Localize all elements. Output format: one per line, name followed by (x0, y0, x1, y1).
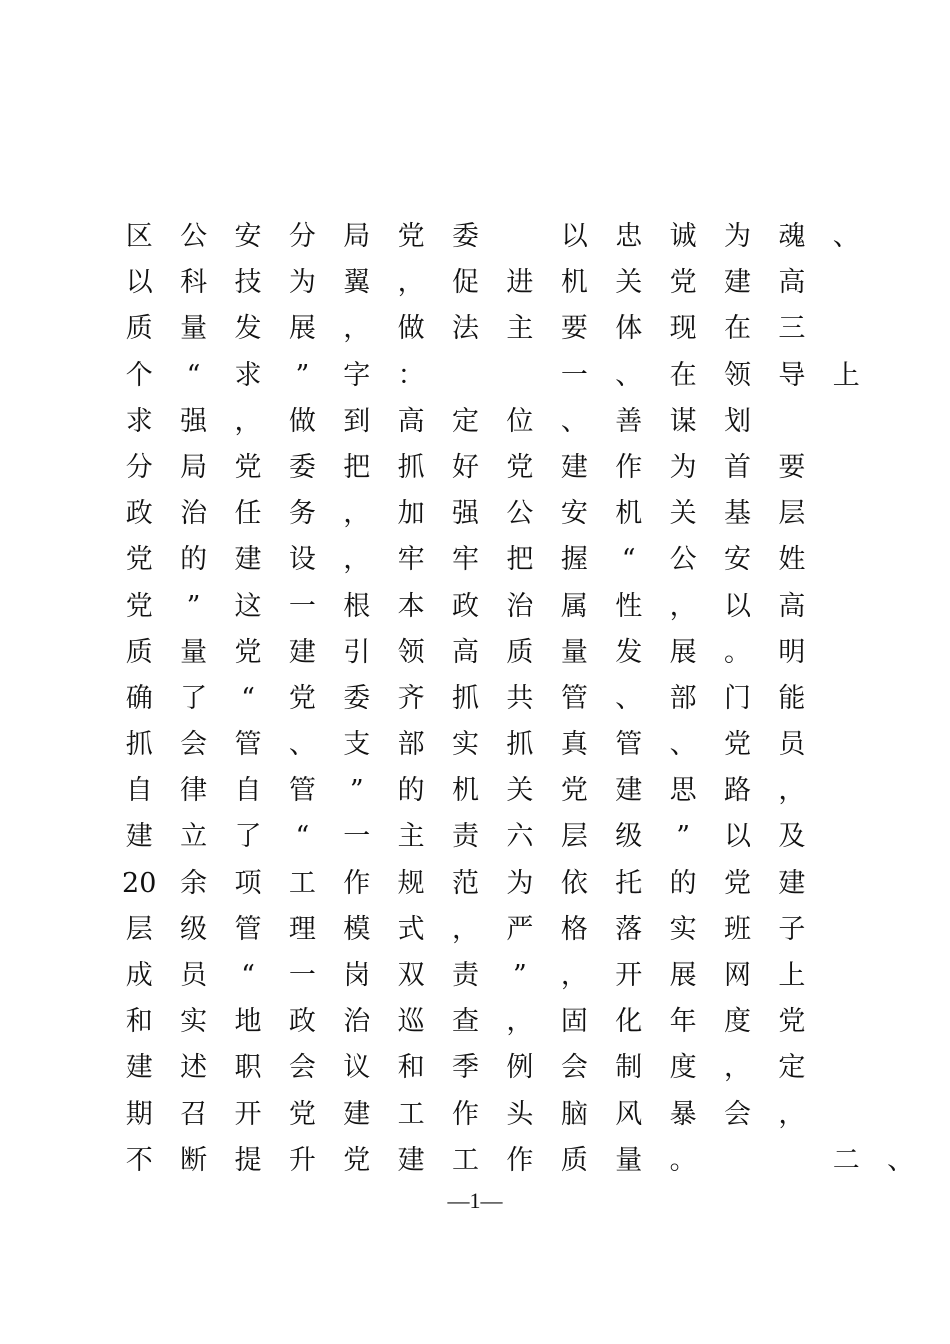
text-char: 上 (778, 960, 806, 991)
text-char: 务 (288, 498, 316, 530)
text-char: 开 (615, 960, 643, 991)
text-char: 责 (452, 960, 480, 991)
text-char: 安 (723, 544, 751, 576)
text-char: 为 (669, 451, 697, 483)
text-char: 和 (125, 1006, 153, 1038)
text-char: 能 (778, 682, 806, 714)
text-char: 高 (452, 636, 480, 668)
text-char: 管 (615, 729, 643, 761)
text-char: 明 (778, 636, 806, 668)
text-char: 高 (397, 405, 425, 437)
text-line (112, 214, 860, 260)
text-char: 的 (397, 775, 425, 807)
text-char: 党 (288, 1098, 316, 1130)
text-char: 这 (234, 590, 262, 622)
text-char: 期 (125, 1098, 153, 1130)
text-char: 安 (560, 498, 588, 530)
text-char: 委 (452, 221, 480, 252)
text-char: 实 (669, 913, 697, 945)
text-char: 到 (343, 405, 371, 437)
text-line (112, 768, 852, 814)
text-line (112, 584, 852, 630)
text-char: 抓 (506, 729, 534, 761)
text-char: 求 (125, 405, 153, 437)
text-char: 加 (397, 498, 425, 530)
text-char: 自 (234, 775, 262, 807)
text-char: 量 (560, 636, 588, 668)
text-char: 量 (180, 636, 208, 668)
text-char: 治 (180, 498, 208, 530)
text-char: “ (241, 682, 255, 714)
text-line (112, 999, 852, 1045)
text-char: 制 (615, 1052, 643, 1084)
text-char: 领 (397, 636, 425, 668)
text-char: 党 (288, 682, 316, 714)
text-char: 和 (397, 1052, 425, 1084)
text-char (493, 353, 547, 399)
text-char: 了 (180, 682, 208, 714)
text-char: 会 (723, 1098, 751, 1130)
text-char: 展 (669, 636, 697, 668)
text-char: 范 (452, 867, 480, 899)
text-char: 做 (397, 313, 425, 345)
text-char: 巡 (397, 1006, 425, 1038)
text-char: ， (234, 405, 262, 437)
text-char: 政 (125, 498, 153, 530)
text-char: 导 (778, 359, 806, 391)
text-char: 发 (234, 313, 262, 345)
text-char: 断 (180, 1144, 208, 1176)
text-char: 在 (669, 359, 697, 391)
text-char: ： (397, 359, 425, 391)
text-char: 的 (669, 867, 697, 899)
text-line (112, 814, 852, 860)
text-char: 建 (125, 1052, 153, 1084)
text-char: 地 (234, 1006, 262, 1038)
text-char: 求 (234, 359, 262, 391)
text-line (112, 861, 852, 907)
text-char: 建 (615, 775, 643, 807)
text-char: 真 (560, 729, 588, 761)
text-char: 层 (778, 498, 806, 530)
text-char: 作 (343, 867, 371, 899)
text-char: 会 (560, 1052, 588, 1084)
text-char: 公 (506, 498, 534, 530)
text-char: 区 (125, 221, 153, 252)
text-char: 魂 (778, 221, 806, 252)
text-char: 善 (615, 405, 643, 437)
text-char: 工 (452, 1144, 480, 1176)
text-char: 分 (288, 221, 316, 252)
text-char: 委 (288, 451, 316, 483)
text-char: 工 (288, 867, 316, 899)
text-line (112, 1138, 915, 1184)
text-char: 治 (506, 590, 534, 622)
text-char: 项 (234, 867, 262, 899)
text-char: 关 (506, 775, 534, 807)
text-char: 年 (669, 1006, 697, 1038)
text-char: 一 (343, 821, 371, 853)
text-char: 查 (452, 1006, 480, 1038)
text-char: 托 (615, 867, 643, 899)
text-char: 立 (180, 821, 208, 853)
text-char: 员 (778, 729, 806, 761)
text-char: ” (295, 359, 310, 391)
text-char: 式 (397, 913, 425, 945)
text-char: 班 (723, 913, 751, 945)
text-char: 公 (669, 544, 697, 576)
text-char: 机 (452, 775, 480, 807)
text-char: 脑 (560, 1098, 588, 1130)
text-char: 党 (560, 775, 588, 807)
text-char: 述 (180, 1052, 208, 1084)
text-char: 为 (288, 267, 316, 299)
text-char: 责 (452, 821, 480, 853)
text-char: 设 (288, 544, 316, 576)
text-line (112, 445, 852, 491)
text-char: 引 (343, 636, 371, 668)
text-char: 首 (723, 451, 751, 483)
text-char: 质 (506, 636, 534, 668)
text-char: 职 (234, 1052, 262, 1084)
text-char: 位 (506, 405, 534, 437)
text-char: 一 (288, 590, 316, 622)
text-char: 建 (778, 867, 806, 899)
text-char: 建 (343, 1098, 371, 1130)
text-char: ， (669, 590, 697, 622)
text-char: 分 (125, 451, 153, 483)
text-char: 技 (234, 267, 262, 299)
text-char: 双 (397, 960, 425, 991)
text-char: 把 (506, 544, 534, 576)
text-line (112, 306, 852, 352)
text-char: 量 (615, 1144, 643, 1176)
text-char: 关 (669, 498, 697, 530)
text-char: 质 (125, 313, 153, 345)
text-char: 党 (234, 451, 262, 483)
text-char (765, 1138, 819, 1184)
text-char: ， (778, 1098, 806, 1130)
text-char: 以 (560, 221, 588, 252)
text-char: 科 (180, 267, 208, 299)
text-char: 风 (615, 1098, 643, 1130)
text-char: 握 (560, 544, 588, 576)
text-char: 安 (234, 221, 262, 252)
text-char: 提 (234, 1144, 262, 1176)
text-char: 现 (669, 313, 697, 345)
text-char: 会 (180, 729, 208, 761)
text-char: 落 (615, 913, 643, 945)
text-char: 作 (615, 451, 643, 483)
text-char: 量 (180, 313, 208, 345)
text-char: 工 (397, 1098, 425, 1130)
text-char: 主 (397, 821, 425, 853)
text-char: 进 (506, 267, 534, 299)
text-char: ” (676, 821, 690, 853)
text-line (112, 1045, 852, 1091)
text-char: 主 (506, 313, 534, 345)
text-char: 领 (723, 359, 751, 391)
text-char: 好 (452, 451, 480, 483)
text-line (112, 537, 852, 583)
text-char: 局 (180, 451, 208, 483)
text-char: 做 (288, 405, 316, 437)
text-char: 部 (397, 729, 425, 761)
text-char: 为 (506, 867, 534, 899)
text-char: 党 (234, 636, 262, 668)
text-char: 政 (288, 1006, 316, 1038)
text-char: 自 (125, 775, 153, 807)
text-char: ， (343, 313, 371, 345)
text-char: 层 (560, 821, 588, 853)
text-char: 20 (122, 867, 157, 899)
text-char: 路 (723, 775, 751, 807)
text-char: 级 (180, 913, 208, 945)
text-char: 。 (669, 1144, 697, 1176)
text-char: 促 (452, 267, 480, 299)
text-char: 级 (615, 821, 643, 853)
text-char: 定 (452, 405, 480, 437)
text-char: 二 (832, 1144, 860, 1176)
text-char: ， (452, 913, 480, 945)
text-char: 思 (669, 775, 697, 807)
text-char: 、 (669, 729, 697, 761)
text-char: 门 (723, 682, 751, 714)
text-char: 属 (560, 590, 588, 622)
text-char: 政 (452, 590, 480, 622)
text-char: 一 (288, 960, 316, 991)
text-char: 层 (125, 913, 153, 945)
text-char: 体 (615, 313, 643, 345)
text-char: “ (241, 960, 255, 991)
text-char: ， (397, 267, 425, 299)
text-char: 要 (560, 313, 588, 345)
text-char: 任 (234, 498, 262, 530)
text-char: 法 (452, 313, 480, 345)
text-char (493, 214, 547, 260)
text-char: 建 (723, 267, 751, 299)
text-char: 党 (778, 1006, 806, 1038)
text-char: 。 (723, 636, 751, 668)
text-char: 模 (343, 913, 371, 945)
text-char: 党 (669, 267, 697, 299)
text-char: 质 (560, 1144, 588, 1176)
text-char: 忠 (615, 221, 643, 252)
text-char: 建 (234, 544, 262, 576)
text-char: 管 (560, 682, 588, 714)
text-char: 确 (125, 682, 153, 714)
text-char: 、 (887, 1144, 915, 1176)
text-char: 划 (723, 405, 751, 437)
text-char: 展 (288, 313, 316, 345)
text-char: 严 (506, 913, 534, 945)
text-char: 党 (125, 590, 153, 622)
text-char: ” (513, 960, 527, 991)
text-char: ” (186, 590, 201, 622)
text-char: 头 (506, 1098, 534, 1130)
text-char: 建 (397, 1144, 425, 1176)
text-char: “ (621, 544, 636, 576)
text-char: ， (343, 498, 371, 530)
text-char: 党 (397, 221, 425, 252)
text-char: 实 (452, 729, 480, 761)
text-char: 部 (669, 682, 697, 714)
text-char: 依 (560, 867, 588, 899)
text-char: ， (506, 1006, 534, 1038)
text-char: 字 (343, 359, 371, 391)
text-char: 个 (125, 359, 153, 391)
text-char: 度 (723, 1006, 751, 1038)
text-char: 子 (778, 913, 806, 945)
text-char: ， (778, 775, 806, 807)
text-char: 员 (180, 960, 208, 991)
text-char: 不 (125, 1144, 153, 1176)
text-char: ， (343, 544, 371, 576)
text-char: 一 (560, 359, 588, 391)
text-line (112, 676, 852, 722)
text-char: 高 (778, 590, 806, 622)
text-char: 余 (180, 867, 208, 899)
text-char: 、 (288, 729, 316, 761)
text-char: 强 (452, 498, 480, 530)
text-char: 谋 (669, 405, 697, 437)
text-char: 、 (615, 682, 643, 714)
text-char: 质 (125, 636, 153, 668)
text-char: 为 (723, 221, 751, 252)
text-char: 的 (180, 544, 208, 576)
text-char: 例 (506, 1052, 534, 1084)
text-char: 齐 (397, 682, 425, 714)
text-char: 规 (397, 867, 425, 899)
text-char: 党 (723, 729, 751, 761)
text-line (112, 491, 852, 537)
text-char: ， (723, 1052, 751, 1084)
text-char: 作 (506, 1144, 534, 1176)
text-line (112, 907, 852, 953)
text-char: 以 (125, 267, 153, 299)
text-char: 会 (288, 1052, 316, 1084)
text-char: 季 (452, 1052, 480, 1084)
text-char: 实 (180, 1006, 208, 1038)
text-char: ” (349, 775, 364, 807)
text-char: 了 (234, 821, 262, 853)
text-char: 网 (723, 960, 751, 991)
text-char: 度 (669, 1052, 697, 1084)
text-char: 建 (125, 821, 153, 853)
text-char: 委 (343, 682, 371, 714)
text-char: 建 (288, 636, 316, 668)
text-char: 化 (615, 1006, 643, 1038)
text-char: 六 (506, 821, 534, 853)
text-line (112, 953, 852, 999)
text-char: 党 (125, 544, 153, 576)
text-char: 治 (343, 1006, 371, 1038)
text-line (112, 630, 852, 676)
text-char: 在 (723, 313, 751, 345)
text-char: 展 (669, 960, 697, 991)
text-line (112, 1092, 852, 1138)
text-char: 升 (288, 1144, 316, 1176)
text-char: 机 (615, 498, 643, 530)
text-char: 暴 (669, 1098, 697, 1130)
text-char: 关 (615, 267, 643, 299)
text-char: 公 (180, 221, 208, 252)
body-text (112, 214, 915, 1184)
text-char: 翼 (343, 267, 371, 299)
text-char: 本 (397, 590, 425, 622)
text-char: 、 (832, 221, 860, 252)
text-char: 牢 (397, 544, 425, 576)
text-char: 高 (778, 267, 806, 299)
text-char: 以 (723, 821, 751, 853)
text-char: 作 (452, 1098, 480, 1130)
text-line (112, 399, 852, 445)
text-char: 根 (343, 590, 371, 622)
text-char: 、 (560, 405, 588, 437)
text-char: 党 (343, 1144, 371, 1176)
text-char: 建 (560, 451, 588, 483)
text-char: 议 (343, 1052, 371, 1084)
text-char: 基 (723, 498, 751, 530)
text-char: 强 (180, 405, 208, 437)
text-char: 党 (723, 867, 751, 899)
text-char: 党 (506, 451, 534, 483)
text-char: 管 (234, 729, 262, 761)
text-char: 及 (778, 821, 806, 853)
text-char: 管 (234, 913, 262, 945)
text-char: “ (186, 359, 201, 391)
text-char: 牢 (452, 544, 480, 576)
text-char: 成 (125, 960, 153, 991)
text-char: 要 (778, 451, 806, 483)
text-char: 局 (343, 221, 371, 252)
text-line (112, 353, 860, 399)
text-char: 定 (778, 1052, 806, 1084)
text-char: 性 (615, 590, 643, 622)
text-char: 抓 (397, 451, 425, 483)
text-char: 以 (723, 590, 751, 622)
text-char (710, 1138, 764, 1184)
text-char: “ (295, 821, 310, 853)
text-char: 律 (180, 775, 208, 807)
text-char: 把 (343, 451, 371, 483)
text-char: 发 (615, 636, 643, 668)
text-char: 、 (615, 359, 643, 391)
text-char: 姓 (778, 544, 806, 576)
text-char: 三 (778, 313, 806, 345)
text-char: ， (560, 960, 588, 991)
text-char: 岗 (343, 960, 371, 991)
page-number: —1— (447, 1188, 503, 1213)
text-char: 共 (506, 682, 534, 714)
text-line (112, 260, 852, 306)
text-char: 抓 (452, 682, 480, 714)
text-char: 上 (832, 359, 860, 391)
text-char: 抓 (125, 729, 153, 761)
text-char: 召 (180, 1098, 208, 1130)
text-char: 理 (288, 913, 316, 945)
text-char: 固 (560, 1006, 588, 1038)
text-char: 机 (560, 267, 588, 299)
text-line (112, 722, 852, 768)
text-char: 管 (288, 775, 316, 807)
text-char (438, 353, 492, 399)
text-char: 格 (560, 913, 588, 945)
text-char: 支 (343, 729, 371, 761)
text-char: 开 (234, 1098, 262, 1130)
text-char: 诚 (669, 221, 697, 252)
